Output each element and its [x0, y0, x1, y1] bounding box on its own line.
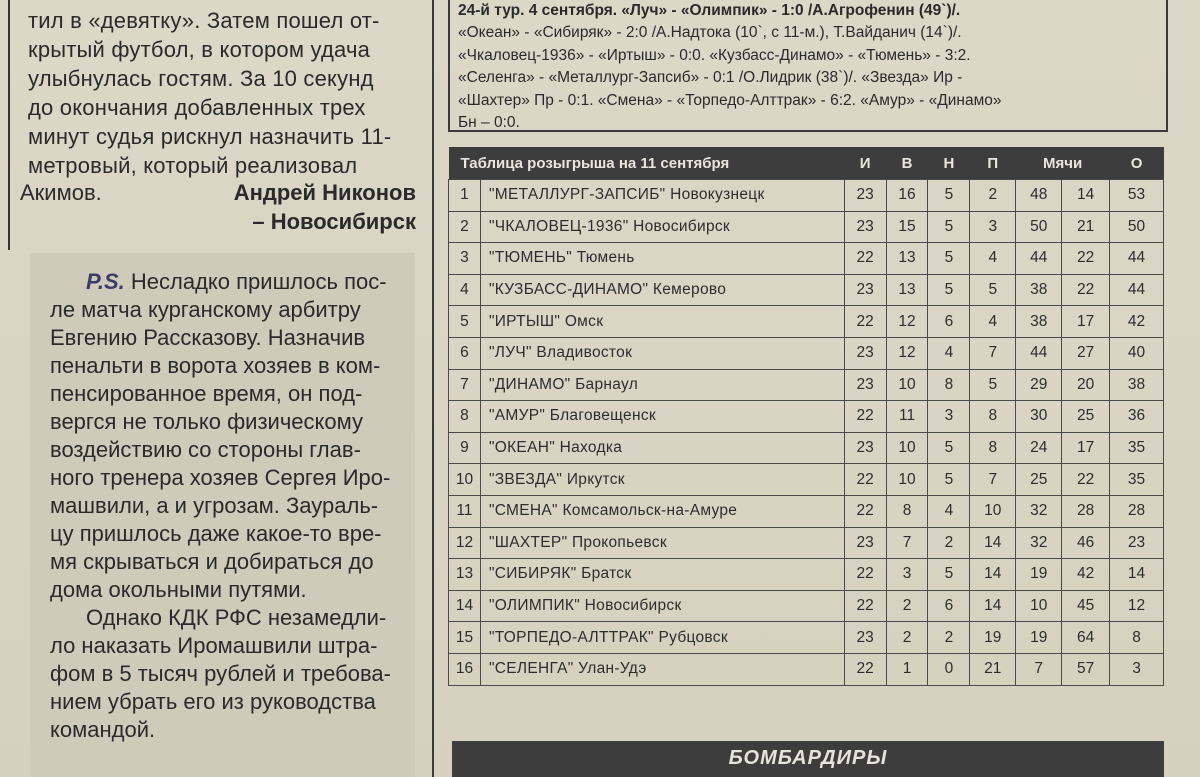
cell-points: 42 [1110, 306, 1164, 338]
signature-prefix: Акимов. [20, 180, 102, 205]
cell-losses: 14 [970, 559, 1016, 591]
cell-wins: 15 [886, 211, 928, 243]
cell-draws: 2 [928, 527, 970, 559]
ps-line: воздействию со стороны глав- [50, 437, 361, 462]
cell-goals-against: 57 [1062, 653, 1110, 685]
cell-goals-against: 46 [1062, 527, 1110, 559]
table-row [449, 622, 1164, 654]
ps-line: командой. [50, 717, 156, 742]
col-header-wins: В [886, 147, 928, 180]
cell-games: 23 [844, 274, 886, 306]
cell-games: 22 [844, 495, 886, 527]
cell-position: 4 [449, 274, 481, 306]
results-line: Бн – 0:0. [458, 114, 520, 132]
cell-goals-for: 24 [1016, 432, 1062, 464]
cell-goals-for: 32 [1016, 527, 1062, 559]
ps-line: Однако КДК РФС незамедли- [86, 605, 387, 630]
cell-games: 23 [844, 432, 886, 464]
cell-losses: 5 [970, 369, 1016, 401]
col-header-games: И [844, 147, 886, 180]
cell-team: "СЕЛЕНГА" Улан-Удэ [480, 653, 844, 685]
cell-draws: 6 [928, 590, 970, 622]
cell-goals-for: 48 [1016, 180, 1062, 212]
cell-games: 22 [844, 653, 886, 685]
cell-team: "СИБИРЯК" Братск [480, 559, 844, 591]
article-line: улыбнулась гостям. За 10 секунд [28, 66, 374, 91]
col-header-losses: П [970, 147, 1016, 180]
table-row [449, 653, 1164, 685]
cell-goals-for: 19 [1016, 622, 1062, 654]
cell-draws: 5 [928, 432, 970, 464]
cell-team: "ОКЕАН" Находка [480, 432, 844, 464]
cell-losses: 4 [970, 306, 1016, 338]
table-row [449, 243, 1164, 275]
cell-draws: 3 [928, 401, 970, 433]
cell-draws: 5 [928, 180, 970, 212]
ps-line: вергся не только физическому [50, 409, 364, 434]
ps-line: машвили, а и угрозам. Заураль- [50, 493, 379, 518]
cell-wins: 2 [886, 622, 928, 654]
cell-losses: 21 [970, 653, 1016, 685]
cell-position: 1 [449, 180, 481, 212]
cell-wins: 1 [886, 653, 928, 685]
ps-line: пенсированное время, он под- [50, 381, 363, 406]
table-row [449, 337, 1164, 369]
cell-wins: 10 [886, 432, 928, 464]
cell-losses: 5 [970, 274, 1016, 306]
cell-goals-for: 29 [1016, 369, 1062, 401]
cell-goals-for: 7 [1016, 653, 1062, 685]
cell-losses: 10 [970, 495, 1016, 527]
cell-games: 23 [844, 211, 886, 243]
cell-position: 14 [449, 590, 481, 622]
cell-points: 44 [1110, 274, 1164, 306]
cell-team: "АМУР" Благовещенск [480, 401, 844, 433]
cell-points: 38 [1110, 369, 1164, 401]
article-line: до окончания добавленных трех [28, 95, 366, 120]
cell-goals-against: 17 [1062, 306, 1110, 338]
table-row [449, 590, 1164, 622]
table-row [449, 401, 1164, 433]
cell-goals-against: 28 [1062, 495, 1110, 527]
cell-points: 35 [1110, 432, 1164, 464]
cell-points: 50 [1110, 211, 1164, 243]
cell-draws: 2 [928, 622, 970, 654]
cell-position: 3 [449, 243, 481, 275]
cell-goals-against: 27 [1062, 337, 1110, 369]
cell-draws: 8 [928, 369, 970, 401]
table-row [449, 527, 1164, 559]
ps-line: Несладко пришлось пос- [130, 269, 387, 294]
cell-goals-for: 50 [1016, 211, 1062, 243]
cell-losses: 7 [970, 337, 1016, 369]
cell-team: "ОЛИМПИК" Новосибирск [480, 590, 844, 622]
cell-goals-for: 25 [1016, 464, 1062, 496]
cell-wins: 13 [886, 243, 928, 275]
results-line: «Океан» - «Сибиряк» - 2:0 /А.Надтока (10`, с 11-м.), Т.Вайданич (14`)/. [458, 24, 962, 42]
cell-team: "КУЗБАСС-ДИНАМО" Кемерово [480, 274, 844, 306]
match-results-text [458, 0, 1162, 134]
scorers-heading: БОМБАРДИРЫ [452, 741, 1164, 777]
cell-goals-for: 30 [1016, 401, 1062, 433]
cell-team: "МЕТАЛЛУРГ-ЗАПСИБ" Новокузнецк [480, 180, 844, 212]
cell-draws: 5 [928, 559, 970, 591]
cell-draws: 5 [928, 464, 970, 496]
cell-goals-for: 44 [1016, 243, 1062, 275]
ps-line: ло наказать Иромашвили штра- [50, 633, 378, 658]
cell-goals-against: 64 [1062, 622, 1110, 654]
cell-wins: 12 [886, 306, 928, 338]
cell-points: 35 [1110, 464, 1164, 496]
ps-line: дома окольными путями. [50, 577, 307, 602]
ps-label: P.S. [86, 269, 125, 294]
cell-team: "СМЕНА" Комсамольск-на-Амуре [480, 495, 844, 527]
cell-games: 22 [844, 243, 886, 275]
cell-goals-for: 19 [1016, 559, 1062, 591]
cell-points: 53 [1110, 180, 1164, 212]
cell-goals-for: 44 [1016, 337, 1062, 369]
cell-points: 44 [1110, 243, 1164, 275]
cell-draws: 4 [928, 337, 970, 369]
cell-losses: 8 [970, 432, 1016, 464]
cell-points: 36 [1110, 401, 1164, 433]
cell-draws: 0 [928, 653, 970, 685]
column-rule-left [8, 0, 10, 250]
results-line: «Селенга» - «Металлург-Запсиб» - 0:1 /О.Лидрик (38`)/. «Звезда» Ир - [458, 69, 963, 87]
cell-games: 23 [844, 337, 886, 369]
cell-position: 2 [449, 211, 481, 243]
cell-goals-against: 22 [1062, 274, 1110, 306]
ps-line: ного тренера хозяев Сергея Иро- [50, 465, 391, 490]
cell-points: 3 [1110, 653, 1164, 685]
cell-position: 12 [449, 527, 481, 559]
cell-wins: 3 [886, 559, 928, 591]
table-row [449, 464, 1164, 496]
col-header-goals: Мячи [1016, 147, 1110, 180]
ps-line: фом в 5 тысяч рублей и требова- [50, 661, 391, 686]
cell-goals-against: 42 [1062, 559, 1110, 591]
cell-position: 7 [449, 369, 481, 401]
cell-team: "ТОРПЕДО-АЛТТРАК" Рубцовск [480, 622, 844, 654]
cell-goals-for: 10 [1016, 590, 1062, 622]
match-results-box [448, 0, 1168, 132]
cell-position: 8 [449, 401, 481, 433]
cell-points: 40 [1110, 337, 1164, 369]
cell-losses: 19 [970, 622, 1016, 654]
cell-games: 22 [844, 306, 886, 338]
cell-losses: 7 [970, 464, 1016, 496]
cell-games: 23 [844, 527, 886, 559]
cell-wins: 2 [886, 590, 928, 622]
table-row [449, 369, 1164, 401]
cell-position: 9 [449, 432, 481, 464]
cell-goals-for: 32 [1016, 495, 1062, 527]
results-line: «Шахтер» Пр - 0:1. «Смена» - «Торпедо-Алттрак» - 6:2. «Амур» - «Динамо» [458, 91, 1002, 109]
ps-text [50, 268, 412, 744]
table-row [449, 432, 1164, 464]
cell-losses: 4 [970, 243, 1016, 275]
cell-wins: 16 [886, 180, 928, 212]
cell-draws: 6 [928, 306, 970, 338]
cell-goals-against: 20 [1062, 369, 1110, 401]
cell-games: 22 [844, 590, 886, 622]
cell-wins: 8 [886, 495, 928, 527]
cell-wins: 11 [886, 401, 928, 433]
standings-header-row [449, 147, 1164, 180]
cell-games: 22 [844, 559, 886, 591]
cell-wins: 10 [886, 464, 928, 496]
cell-position: 5 [449, 306, 481, 338]
table-row [449, 211, 1164, 243]
article-line: метровый, который реализовал [28, 153, 358, 178]
cell-wins: 10 [886, 369, 928, 401]
cell-games: 22 [844, 401, 886, 433]
cell-team: "ДИНАМО" Барнаул [480, 369, 844, 401]
cell-wins: 12 [886, 337, 928, 369]
cell-points: 28 [1110, 495, 1164, 527]
cell-team: "ЗВЕЗДА" Иркутск [480, 464, 844, 496]
author-city: – Новосибирск [252, 209, 416, 234]
table-row [449, 495, 1164, 527]
article-line: крытый футбол, в котором удача [28, 37, 371, 62]
cell-goals-for: 38 [1016, 274, 1062, 306]
col-header-draws: Н [928, 147, 970, 180]
cell-goals-against: 25 [1062, 401, 1110, 433]
cell-points: 12 [1110, 590, 1164, 622]
cell-position: 6 [449, 337, 481, 369]
cell-wins: 7 [886, 527, 928, 559]
results-line: 24-й тур. 4 сентября. «Луч» - «Олимпик» - 1:0 /А.Агрофенин (49`)/. [458, 2, 961, 19]
cell-games: 23 [844, 622, 886, 654]
cell-games: 23 [844, 180, 886, 212]
cell-goals-against: 22 [1062, 243, 1110, 275]
cell-draws: 5 [928, 243, 970, 275]
cell-goals-against: 21 [1062, 211, 1110, 243]
results-line: «Чкаловец-1936» - «Иртыш» - 0:0. «Кузбасс-Динамо» - «Тюмень» - 3:2. [458, 46, 971, 64]
article-line: тил в «девятку». Затем пошел от- [28, 8, 380, 33]
table-row [449, 306, 1164, 338]
cell-goals-against: 17 [1062, 432, 1110, 464]
cell-position: 15 [449, 622, 481, 654]
cell-goals-against: 14 [1062, 180, 1110, 212]
cell-losses: 14 [970, 590, 1016, 622]
cell-position: 10 [449, 464, 481, 496]
cell-position: 13 [449, 559, 481, 591]
cell-points: 23 [1110, 527, 1164, 559]
cell-goals-for: 38 [1016, 306, 1062, 338]
cell-goals-against: 45 [1062, 590, 1110, 622]
cell-team: "ТЮМЕНЬ" Тюмень [480, 243, 844, 275]
standings-title: Таблица розыгрыша на 11 сентября [449, 147, 845, 180]
cell-losses: 2 [970, 180, 1016, 212]
table-row [449, 559, 1164, 591]
cell-games: 22 [844, 464, 886, 496]
table-row [449, 274, 1164, 306]
cell-team: "ШАХТЕР" Прокопьевск [480, 527, 844, 559]
cell-draws: 5 [928, 211, 970, 243]
ps-line: цу пришлось даже какое-то вре- [50, 521, 382, 546]
cell-goals-against: 22 [1062, 464, 1110, 496]
cell-losses: 14 [970, 527, 1016, 559]
cell-games: 23 [844, 369, 886, 401]
article-signature [20, 178, 416, 236]
ps-line: ле матча курганскому арбитру [50, 297, 361, 322]
cell-team: "ЛУЧ" Владивосток [480, 337, 844, 369]
cell-losses: 3 [970, 211, 1016, 243]
cell-wins: 13 [886, 274, 928, 306]
cell-team: "ИРТЫШ" Омск [480, 306, 844, 338]
standings-table [448, 147, 1164, 686]
ps-line: нием убрать его из руководства [50, 689, 376, 714]
ps-line: мя скрываться и добираться до [50, 549, 374, 574]
table-row [449, 180, 1164, 212]
author-name: Андрей Никонов [233, 180, 416, 205]
cell-team: "ЧКАЛОВЕЦ-1936" Новосибирск [480, 211, 844, 243]
cell-draws: 4 [928, 495, 970, 527]
cell-position: 11 [449, 495, 481, 527]
col-header-points: О [1110, 147, 1164, 180]
column-rule-middle [432, 0, 434, 777]
cell-draws: 5 [928, 274, 970, 306]
article-text [28, 6, 428, 180]
cell-position: 16 [449, 653, 481, 685]
ps-line: пенальти в ворота хозяев в ком- [50, 353, 381, 378]
ps-line: Евгению Рассказову. Назначив [50, 325, 366, 350]
cell-points: 8 [1110, 622, 1164, 654]
cell-points: 14 [1110, 559, 1164, 591]
article-line: минут судья рискнул назначить 11- [28, 124, 392, 149]
cell-losses: 8 [970, 401, 1016, 433]
